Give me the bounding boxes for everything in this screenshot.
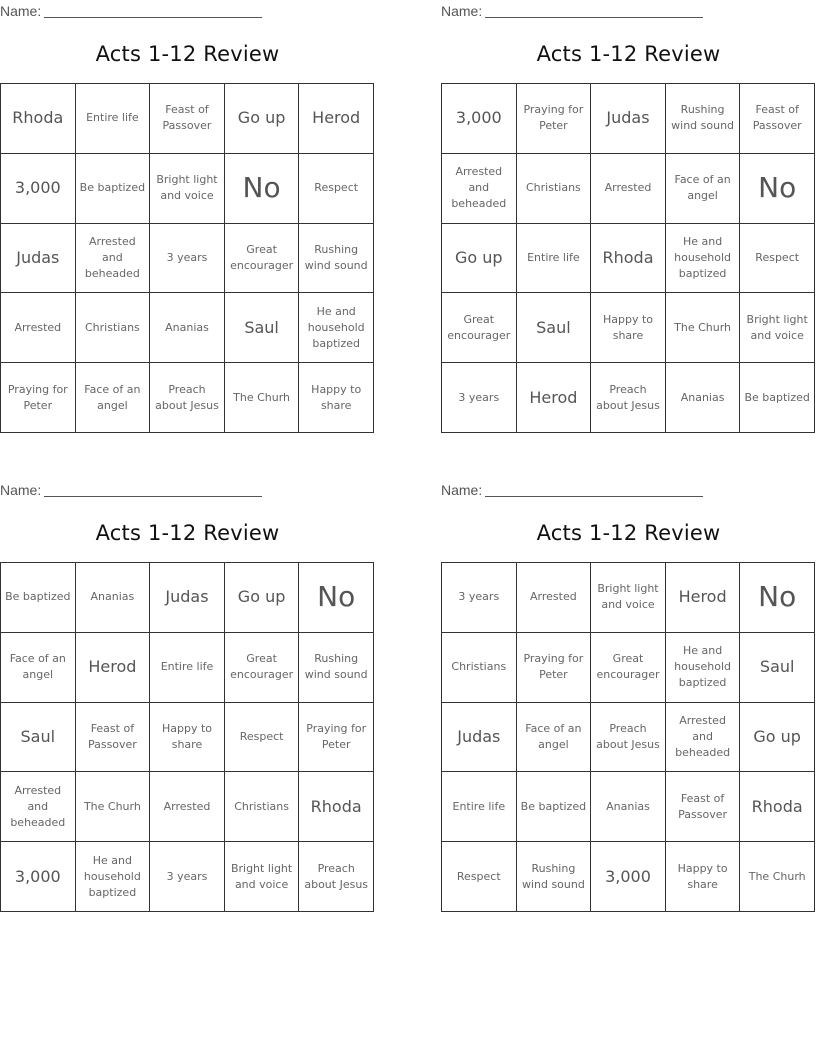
- bingo-cell[interactable]: Be baptized: [517, 772, 592, 842]
- bingo-cell[interactable]: 3,000: [1, 154, 76, 224]
- bingo-cell[interactable]: Ananias: [76, 563, 151, 633]
- bingo-cell[interactable]: Rhoda: [299, 772, 374, 842]
- bingo-cell[interactable]: Go up: [442, 224, 517, 294]
- bingo-cell[interactable]: Rhoda: [591, 224, 666, 294]
- bingo-cell[interactable]: Arrested: [1, 293, 76, 363]
- bingo-grid: [441, 83, 815, 433]
- bingo-cell[interactable]: The Churh: [76, 772, 151, 842]
- bingo-cell[interactable]: The Churh: [666, 293, 741, 363]
- bingo-cell[interactable]: Face of an angel: [76, 363, 151, 433]
- bingo-grid: [0, 562, 374, 912]
- bingo-cell[interactable]: Happy to share: [150, 703, 225, 773]
- bingo-cell[interactable]: He and household baptized: [76, 842, 151, 912]
- bingo-cell[interactable]: Praying for Peter: [517, 633, 592, 703]
- bingo-cell[interactable]: Rushing wind sound: [517, 842, 592, 912]
- name-blank-line[interactable]: [44, 17, 262, 18]
- bingo-cell[interactable]: Feast of Passover: [666, 772, 741, 842]
- bingo-cell[interactable]: Respect: [299, 154, 374, 224]
- bingo-card-3: [0, 479, 376, 919]
- bingo-cell[interactable]: Christians: [517, 154, 592, 224]
- bingo-cell[interactable]: Rhoda: [1, 84, 76, 154]
- bingo-cell[interactable]: No: [740, 154, 815, 224]
- bingo-cell[interactable]: Herod: [299, 84, 374, 154]
- bingo-cell[interactable]: Be baptized: [740, 363, 815, 433]
- name-label: Name:: [0, 482, 42, 498]
- bingo-cell[interactable]: Judas: [150, 563, 225, 633]
- name-field: [441, 482, 703, 498]
- bingo-cell[interactable]: Go up: [225, 84, 300, 154]
- bingo-cell[interactable]: No: [740, 563, 815, 633]
- bingo-grid: [441, 562, 815, 912]
- bingo-cell[interactable]: Praying for Peter: [1, 363, 76, 433]
- bingo-cell[interactable]: Entire life: [76, 84, 151, 154]
- card-title: Acts 1-12 Review: [536, 521, 721, 545]
- bingo-cell[interactable]: 3 years: [442, 563, 517, 633]
- bingo-cell[interactable]: Entire life: [442, 772, 517, 842]
- bingo-cell[interactable]: Feast of Passover: [76, 703, 151, 773]
- bingo-cell[interactable]: Rushing wind sound: [299, 224, 374, 294]
- bingo-cell[interactable]: Feast of Passover: [740, 84, 815, 154]
- bingo-cell[interactable]: Great encourager: [225, 224, 300, 294]
- name-field: [0, 3, 262, 19]
- bingo-cell[interactable]: No: [225, 154, 300, 224]
- bingo-cell[interactable]: Rhoda: [740, 772, 815, 842]
- bingo-cell[interactable]: Go up: [740, 703, 815, 773]
- bingo-cell[interactable]: Praying for Peter: [517, 84, 592, 154]
- bingo-cell[interactable]: Saul: [740, 633, 815, 703]
- name-label: Name:: [441, 482, 483, 498]
- bingo-cell[interactable]: Ananias: [666, 363, 741, 433]
- bingo-cell[interactable]: Respect: [740, 224, 815, 294]
- bingo-cell[interactable]: Respect: [225, 703, 300, 773]
- bingo-cell[interactable]: 3,000: [1, 842, 76, 912]
- name-label: Name:: [0, 3, 42, 19]
- bingo-cell[interactable]: Rushing wind sound: [299, 633, 374, 703]
- bingo-cell[interactable]: Be baptized: [76, 154, 151, 224]
- bingo-cell[interactable]: Be baptized: [1, 563, 76, 633]
- card-title: Acts 1-12 Review: [536, 42, 721, 66]
- bingo-cell[interactable]: 3,000: [442, 84, 517, 154]
- bingo-cell[interactable]: Bright light and voice: [740, 293, 815, 363]
- bingo-cell[interactable]: Ananias: [150, 293, 225, 363]
- bingo-cell[interactable]: He and household baptized: [299, 293, 374, 363]
- bingo-cell[interactable]: Great encourager: [225, 633, 300, 703]
- bingo-cell[interactable]: Ananias: [591, 772, 666, 842]
- bingo-cell[interactable]: Saul: [517, 293, 592, 363]
- bingo-cell[interactable]: Arrested and beheaded: [442, 154, 517, 224]
- bingo-cell[interactable]: Respect: [442, 842, 517, 912]
- bingo-cell[interactable]: Praying for Peter: [299, 703, 374, 773]
- bingo-cell[interactable]: 3 years: [150, 842, 225, 912]
- bingo-cell[interactable]: He and household baptized: [666, 633, 741, 703]
- bingo-cell[interactable]: Great encourager: [442, 293, 517, 363]
- bingo-cell[interactable]: Arrested and beheaded: [666, 703, 741, 773]
- bingo-cell[interactable]: Herod: [666, 563, 741, 633]
- name-blank-line[interactable]: [485, 496, 703, 497]
- bingo-cell[interactable]: Bright light and voice: [591, 563, 666, 633]
- bingo-cell[interactable]: He and household baptized: [666, 224, 741, 294]
- bingo-cell[interactable]: The Churh: [740, 842, 815, 912]
- bingo-cell[interactable]: Happy to share: [666, 842, 741, 912]
- bingo-cell[interactable]: 3 years: [442, 363, 517, 433]
- name-field: [0, 482, 262, 498]
- bingo-cell[interactable]: Arrested and beheaded: [76, 224, 151, 294]
- bingo-cell[interactable]: Face of an angel: [666, 154, 741, 224]
- bingo-cell[interactable]: 3 years: [150, 224, 225, 294]
- card-title: Acts 1-12 Review: [95, 521, 280, 545]
- bingo-cell[interactable]: Feast of Passover: [150, 84, 225, 154]
- bingo-cell[interactable]: Face of an angel: [1, 633, 76, 703]
- bingo-cell[interactable]: Preach about Jesus: [591, 703, 666, 773]
- bingo-card-4: [441, 479, 816, 919]
- bingo-cell[interactable]: Preach about Jesus: [150, 363, 225, 433]
- bingo-card-2: [441, 0, 816, 440]
- bingo-cell[interactable]: Face of an angel: [517, 703, 592, 773]
- bingo-cell[interactable]: Saul: [225, 293, 300, 363]
- bingo-cell[interactable]: Entire life: [517, 224, 592, 294]
- bingo-card-1: [0, 0, 376, 440]
- bingo-grid: [0, 83, 374, 433]
- bingo-cell[interactable]: Bright light and voice: [150, 154, 225, 224]
- bingo-cell[interactable]: Judas: [442, 703, 517, 773]
- bingo-cell[interactable]: Herod: [76, 633, 151, 703]
- bingo-cell[interactable]: Judas: [1, 224, 76, 294]
- bingo-cell[interactable]: Judas: [591, 84, 666, 154]
- bingo-cell[interactable]: Entire life: [150, 633, 225, 703]
- bingo-cell[interactable]: Arrested: [591, 154, 666, 224]
- bingo-cell[interactable]: Herod: [517, 363, 592, 433]
- bingo-cell[interactable]: Happy to share: [299, 363, 374, 433]
- bingo-cell[interactable]: Bright light and voice: [225, 842, 300, 912]
- name-label: Name:: [441, 3, 483, 19]
- bingo-cell[interactable]: Preach about Jesus: [591, 363, 666, 433]
- bingo-cell[interactable]: Christians: [76, 293, 151, 363]
- bingo-cell[interactable]: Arrested and beheaded: [1, 772, 76, 842]
- bingo-cell[interactable]: Arrested: [517, 563, 592, 633]
- bingo-cell[interactable]: 3,000: [591, 842, 666, 912]
- bingo-cell[interactable]: Saul: [1, 703, 76, 773]
- name-field: [441, 3, 703, 19]
- bingo-cell[interactable]: Arrested: [150, 772, 225, 842]
- card-title: Acts 1-12 Review: [95, 42, 280, 66]
- bingo-cell[interactable]: Rushing wind sound: [666, 84, 741, 154]
- bingo-cell[interactable]: Preach about Jesus: [299, 842, 374, 912]
- name-blank-line[interactable]: [485, 17, 703, 18]
- bingo-cell[interactable]: Christians: [225, 772, 300, 842]
- bingo-cell[interactable]: Great encourager: [591, 633, 666, 703]
- bingo-cell[interactable]: Go up: [225, 563, 300, 633]
- bingo-cell[interactable]: The Churh: [225, 363, 300, 433]
- bingo-cell[interactable]: Christians: [442, 633, 517, 703]
- bingo-cell[interactable]: Happy to share: [591, 293, 666, 363]
- bingo-cell[interactable]: No: [299, 563, 374, 633]
- name-blank-line[interactable]: [44, 496, 262, 497]
